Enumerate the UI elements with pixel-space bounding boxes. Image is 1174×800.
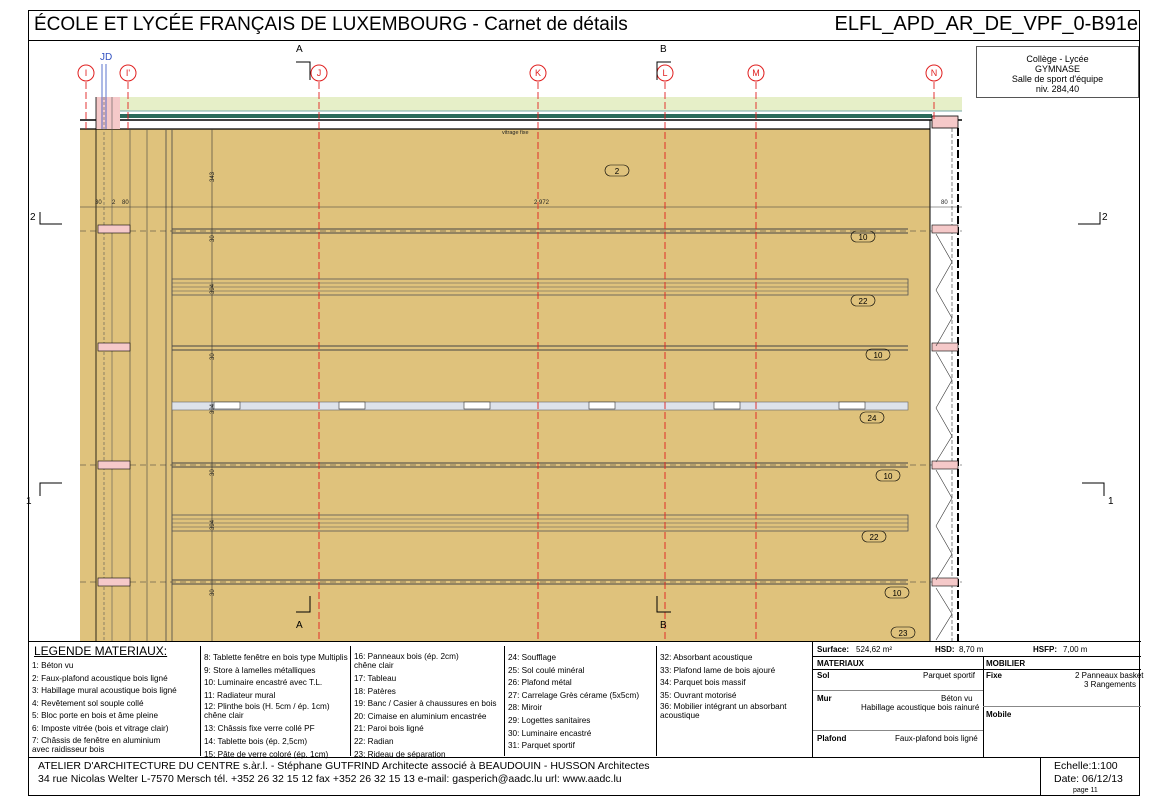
summary-divider-top bbox=[813, 656, 1141, 657]
mur-label: Mur bbox=[817, 694, 832, 703]
drawing-scale: Echelle:1:100 bbox=[1054, 760, 1118, 772]
vdim-3: 394 bbox=[210, 283, 216, 294]
legend-column-3 bbox=[354, 652, 496, 761]
fixe-value-1: 2 Panneaux basket bbox=[1075, 671, 1144, 680]
axis-label-m: M bbox=[752, 68, 760, 78]
legend-item: 28: Miroir bbox=[508, 703, 543, 713]
legend-item: 34: Parquet bois massif bbox=[660, 678, 746, 688]
axis-labels bbox=[85, 68, 938, 78]
sol-label: Sol bbox=[817, 671, 830, 680]
section-a-top-label: A bbox=[296, 44, 303, 55]
legend-column-4 bbox=[508, 652, 639, 753]
title-block-footer bbox=[28, 757, 1140, 797]
legend-item: 23: Rideau de séparation bbox=[354, 749, 446, 759]
legend-item: 16: Panneaux bois (ép. 2cm) bbox=[354, 652, 459, 661]
drawing-date: Date: 06/12/13 bbox=[1054, 773, 1123, 785]
tag-2: 2 bbox=[614, 167, 620, 176]
legend-item: avec raidisseur bois bbox=[32, 744, 105, 754]
section-2-left-label: 2 bbox=[30, 212, 36, 223]
legend-item: 21: Paroi bois ligné bbox=[354, 724, 424, 734]
sheet-code: ELFL_APD_AR_DE_VPF_0-B91e bbox=[834, 13, 1138, 35]
air-supply-duct bbox=[172, 402, 908, 410]
tag-22-a: 22 bbox=[858, 297, 868, 306]
axis-label-l: L bbox=[662, 68, 668, 78]
info-line-4: niv. 284,40 bbox=[1035, 84, 1080, 94]
beam-strip bbox=[120, 114, 932, 118]
section-b-top-label: B bbox=[660, 44, 667, 55]
mur-value-2: Habillage acoustique bois rainuré bbox=[861, 703, 980, 712]
axis-label-j: J bbox=[316, 68, 322, 78]
left-column bbox=[96, 97, 120, 129]
legend-item: 9: Store à lamelles métalliques bbox=[204, 665, 316, 675]
axis-label-i: I bbox=[84, 68, 88, 78]
vdim-4: 30 bbox=[210, 353, 216, 360]
legend-item: 2: Faux-plafond acoustique bois ligné bbox=[32, 673, 168, 683]
firm-name: ATELIER D'ARCHITECTURE DU CENTRE s.àr.l. - Stéphane GUTFRIND Architecte associé à BEAUDOUIN - HUSSON Architectes bbox=[38, 760, 650, 772]
hsd-value: 8,70 m bbox=[959, 645, 984, 654]
legend-item: 10: Luminaire encastré avec T.L. bbox=[204, 678, 323, 688]
tag-10-d: 10 bbox=[892, 589, 902, 598]
legend-item: 5: Bloc porte en bois et âme pleine bbox=[32, 711, 159, 721]
fixe-value-2: 3 Rangements bbox=[1084, 680, 1137, 689]
page-number: page 11 bbox=[1073, 787, 1098, 794]
tag-22-b: 22 bbox=[869, 533, 879, 542]
materials-legend bbox=[28, 641, 812, 758]
summary-divider-fixe bbox=[983, 706, 1141, 707]
legend-title: LEGENDE MATERIAUX: bbox=[34, 644, 168, 658]
axis-label-n: N bbox=[930, 68, 938, 78]
vdim-6: 30 bbox=[210, 469, 216, 476]
legend-item: 29: Logettes sanitaires bbox=[508, 715, 591, 725]
plafond-value: Faux-plafond bois ligné bbox=[895, 734, 978, 743]
dim-right: 80 bbox=[941, 200, 948, 206]
note-vitrage: vitrage fixe bbox=[502, 130, 529, 136]
hsfp-label: HSFP: bbox=[1033, 645, 1057, 654]
sheet-title: ÉCOLE ET LYCÉE FRANÇAIS DE LUXEMBOURG - Carnet de détails bbox=[34, 14, 628, 35]
legend-item: acoustique bbox=[660, 711, 700, 721]
section-a-bottom-label: A bbox=[296, 620, 303, 631]
legend-item: 18: Patères bbox=[354, 686, 396, 696]
legend-item: 12: Plinthe bois (H. 5cm / ép. 1cm) bbox=[204, 702, 330, 712]
section-1-left bbox=[40, 483, 62, 496]
tag-23: 23 bbox=[898, 629, 908, 638]
tag-10-b: 10 bbox=[873, 351, 883, 360]
section-1-right bbox=[1082, 483, 1104, 496]
legend-item: chêne clair bbox=[354, 661, 394, 670]
footer-divider bbox=[1040, 757, 1041, 796]
vdim-8: 30 bbox=[210, 589, 216, 596]
legend-item: 17: Tableau bbox=[354, 674, 397, 683]
vdim-1: 343 bbox=[210, 171, 216, 182]
summary-divider-sol bbox=[813, 690, 983, 691]
legend-item: 6: Imposte vitrée (bois et vitrage clair) bbox=[32, 723, 169, 733]
legend-item: 27: Carrelage Grès cérame (5x5cm) bbox=[508, 690, 640, 700]
legend-item: 35: Ouvrant motorisé bbox=[660, 690, 737, 700]
axis-label-k: K bbox=[534, 68, 542, 78]
roof-band bbox=[120, 97, 962, 111]
legend-item: 22: Radian bbox=[354, 736, 394, 746]
mobile-label: Mobile bbox=[986, 710, 1012, 719]
legend-item: 31: Parquet sportif bbox=[508, 741, 575, 751]
room-summary-table bbox=[812, 641, 1144, 758]
summary-divider-mid bbox=[983, 656, 984, 758]
legend-item: 8: Tablette fenêtre en bois type Multiplis bbox=[204, 653, 348, 662]
legend-item: 24: Soufflage bbox=[508, 653, 557, 662]
axis-bubbles bbox=[78, 65, 942, 81]
plafond-label: Plafond bbox=[817, 734, 847, 743]
dim-total: 2 972 bbox=[534, 200, 550, 206]
legend-divider-1 bbox=[200, 646, 201, 756]
parquet-area bbox=[80, 129, 930, 641]
firm-contact: 34 rue Nicolas Welter L-7570 Mersch tél. +352 26 32 15 12 fax +352 26 32 15 13 e-mail: gasperich@aadc.lu url: www.aadc.lu bbox=[38, 773, 622, 785]
vdim-2: 30 bbox=[210, 235, 216, 242]
legend-item: 33: Plafond lame de bois ajouré bbox=[660, 665, 776, 675]
section-2-right-label: 2 bbox=[1102, 212, 1108, 223]
legend-item: chêne clair bbox=[204, 711, 244, 721]
mobilier-title: MOBILIER bbox=[986, 659, 1026, 668]
legend-item: 26: Plafond métal bbox=[508, 678, 572, 688]
legend-divider-3 bbox=[504, 646, 505, 756]
surface-label: Surface: bbox=[817, 645, 850, 654]
section-1-left-label: 1 bbox=[26, 496, 32, 507]
axis-label-i-prime: I' bbox=[125, 68, 131, 78]
summary-divider-mur bbox=[813, 730, 983, 731]
vdim-5: 394 bbox=[210, 403, 216, 414]
right-column bbox=[932, 116, 958, 128]
legend-item: 11: Radiateur mural bbox=[204, 690, 276, 700]
legend-item: 1: Béton vu bbox=[32, 661, 74, 670]
legend-item: 20: Cimaise en aluminium encastrée bbox=[354, 711, 487, 721]
vdim-7: 394 bbox=[210, 519, 216, 530]
legend-column-1 bbox=[32, 660, 177, 754]
mur-value-1: Béton vu bbox=[941, 694, 973, 703]
tag-24: 24 bbox=[867, 414, 877, 423]
dim-left-1: 30 bbox=[95, 200, 102, 206]
info-line-2: GYMNASE bbox=[1034, 64, 1080, 74]
tag-10-a: 10 bbox=[858, 233, 868, 242]
legend-item: 36: Mobilier intégrant un absorbant bbox=[660, 702, 787, 712]
legend-item: 32: Absorbant acoustique bbox=[660, 653, 753, 662]
section-b-bottom-label: B bbox=[660, 620, 667, 631]
legend-item: 14: Tablette bois (ép. 2,5cm) bbox=[204, 736, 308, 746]
legend-item: 7: Châssis de fenêtre en aluminium bbox=[32, 735, 161, 745]
section-2-left bbox=[40, 212, 62, 224]
legend-item: 30: Luminaire encastré bbox=[508, 728, 592, 738]
surface-value: 524,62 m² bbox=[856, 645, 893, 654]
legend-item: 15: Pâte de verre coloré (ép. 1cm) bbox=[204, 749, 329, 759]
legend-divider-4 bbox=[656, 646, 657, 756]
dim-left-3: 80 bbox=[122, 200, 129, 206]
sol-value: Parquet sportif bbox=[923, 671, 976, 680]
dim-left-2: 2 bbox=[112, 200, 116, 206]
section-2-right bbox=[1078, 212, 1100, 224]
legend-divider-2 bbox=[350, 646, 351, 756]
legend-column-5 bbox=[660, 652, 787, 720]
section-1-right-label: 1 bbox=[1108, 496, 1114, 507]
summary-divider-heading bbox=[813, 669, 1141, 670]
legend-item: 19: Banc / Casier à chaussures en bois bbox=[354, 699, 497, 709]
legend-item: 25: Sol coulé minéral bbox=[508, 665, 585, 675]
info-line-1: Collège - Lycée bbox=[1026, 54, 1089, 64]
materiaux-title: MATERIAUX bbox=[817, 659, 864, 668]
hsd-label: HSD: bbox=[935, 645, 955, 654]
legend-item: 13: Châssis fixe verre collé PF bbox=[204, 724, 315, 734]
tag-10-c: 10 bbox=[883, 472, 893, 481]
legend-column-2 bbox=[204, 652, 348, 761]
legend-item: 4: Revêtement sol souple collé bbox=[32, 698, 144, 708]
info-line-3: Salle de sport d'équipe bbox=[1011, 74, 1104, 84]
hsfp-value: 7,00 m bbox=[1063, 645, 1088, 654]
legend-item: 3: Habillage mural acoustique bois ligné bbox=[32, 686, 177, 696]
axis-label-jd: JD bbox=[100, 52, 113, 63]
section-a-top bbox=[296, 62, 310, 80]
fixe-label: Fixe bbox=[986, 671, 1003, 680]
